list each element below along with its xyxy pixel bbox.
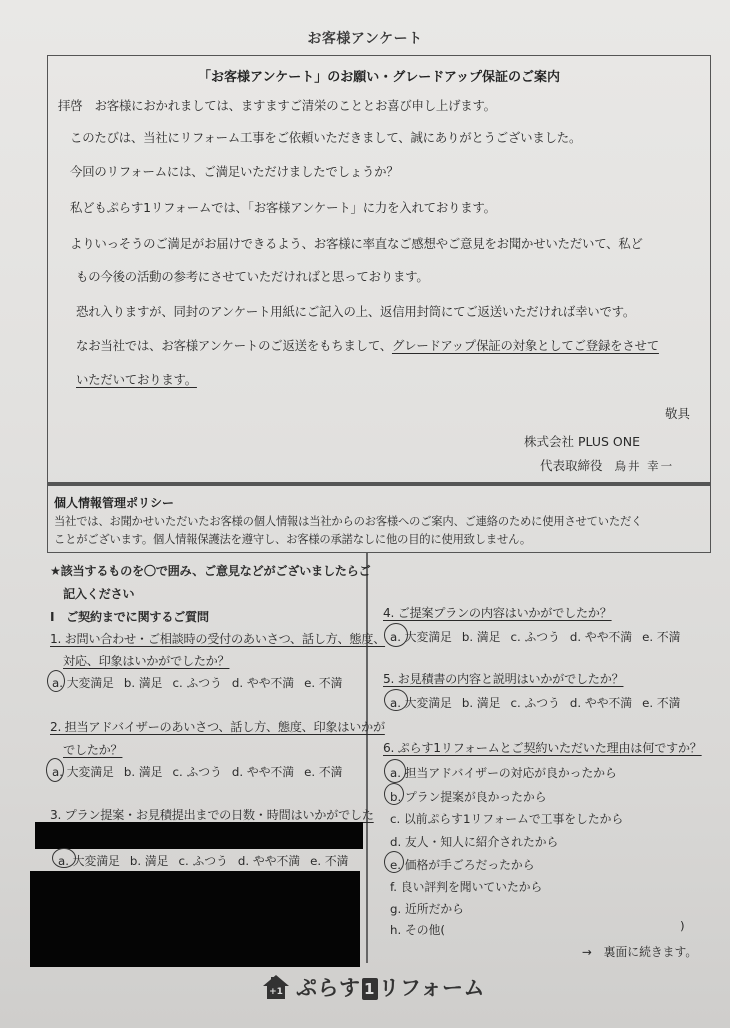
q6-reason-h[interactable]: h. その他( (390, 923, 445, 937)
letter-line-5: よりいっそうのご満足がお届けできるよう、お客様に率直なご感想やご意見をお聞かせいただいて、私ど (70, 236, 643, 251)
q4-option-d[interactable]: d. やや不満 (569, 630, 633, 644)
letter-line-4: 私どもぷらす1リフォームでは、「お客様アンケート」に力を入れております。 (70, 200, 496, 215)
q3-option-c[interactable]: c. ふつう (178, 854, 228, 868)
q4-option-b[interactable]: b. 満足 (461, 630, 501, 644)
q4-option-a[interactable]: a. 大変満足 (390, 628, 452, 645)
policy-line-1: 当社では、お聞かせいただいたお客様の個人情報は当社からのお客様へのご案内、ご連絡のために使用させていただく (54, 515, 643, 528)
q2-option-d[interactable]: d. やや不満 (231, 765, 295, 779)
q6-reason-a[interactable]: a. 担当アドバイザーの対応が良かったから (390, 764, 617, 781)
selected-circle-mark (384, 623, 408, 647)
q1-option-e[interactable]: e. 不満 (304, 676, 343, 690)
letter-greeting: 拝啓 お客様におかれましては、ますますご清栄のこととお喜び申し上げます。 (58, 98, 496, 113)
representative (540, 456, 674, 474)
q5-option-b[interactable]: b. 満足 (461, 696, 501, 710)
letter-heading: 「お客様アンケート」のお願い・グレードアップ保証のご案内 (198, 70, 560, 85)
question-6-title: 6. ぷらす1リフォームとご契約いただいた理由は何ですか？ (383, 741, 702, 755)
question-2-options (52, 763, 342, 780)
q6-reason-g[interactable]: g. 近所だから (390, 902, 464, 916)
letter-line-9: いただいております。 (76, 372, 197, 387)
q5-option-a[interactable]: a. 大変満足 (390, 694, 452, 711)
q3-option-a[interactable]: a. 大変満足 (58, 852, 120, 869)
selected-circle-mark (384, 689, 408, 711)
q3-option-b[interactable]: b. 満足 (129, 854, 169, 868)
letter-line-3: 今回のリフォームには、ご満足いただけましたでしょうか？ (70, 164, 399, 179)
q6-reason-f[interactable]: f. 良い評判を聞いていたから (390, 880, 543, 894)
selected-circle-mark (384, 783, 404, 805)
q2-option-c[interactable]: c. ふつう (172, 765, 222, 779)
selected-circle-mark (47, 670, 65, 692)
grade-up-guarantee-text: グレードアップ保証の対象としてご登録をさせて (391, 338, 659, 353)
policy-line-2: ことがございます。個人情報保護法を遵守し、お客様の承諾なしに他の目的に使用致しません。 (54, 533, 531, 546)
selected-circle-mark (52, 848, 76, 868)
q5-option-e[interactable]: e. 不満 (642, 696, 681, 710)
page-title: お客様アンケート (307, 31, 423, 47)
q3-option-d[interactable]: d. やや不満 (237, 854, 301, 868)
letter-line-6: もの今後の活動の参考にさせていただければと思っております。 (76, 269, 429, 284)
q4-option-e[interactable]: e. 不満 (642, 630, 681, 644)
q2-option-e[interactable]: e. 不満 (304, 765, 343, 779)
question-5-options (390, 694, 680, 711)
question-1-options (52, 674, 342, 691)
house-logo-icon (262, 974, 290, 1000)
selected-circle-mark (46, 758, 64, 782)
letter-line-8 (76, 336, 659, 354)
svg-text:+1: +1 (269, 987, 283, 997)
letter-line-8-prefix: なお当社では、お客様アンケートのご返送をもちまして、 (76, 338, 392, 353)
footer-logo (262, 972, 485, 1002)
question-4-options (390, 628, 680, 645)
question-2-line-1: 2. 担当アドバイザーのあいさつ、話し方、態度、印象はいかが (50, 720, 385, 734)
q6-reason-d[interactable]: d. 友人・知人に紹介されたから (390, 835, 559, 849)
letter-line-2: このたびは、当社にリフォーム工事をご依頼いただきまして、誠にありがとうございました。 (70, 130, 582, 145)
redaction-block (30, 871, 360, 967)
brand-one-badge: 1 (362, 978, 378, 1000)
q6-reason-e[interactable]: e. 価格が手ごろだったから (390, 856, 535, 873)
policy-title: 個人情報管理ポリシー (54, 496, 175, 510)
q6-other-close-paren: ) (680, 919, 685, 933)
question-1-line-2: 対応、印象はいかがでしたか？ (63, 654, 230, 668)
q4-option-c[interactable]: c. ふつう (510, 630, 560, 644)
question-4-title: 4. ご提案プランの内容はいかがでしたか？ (383, 606, 612, 620)
selected-circle-mark (384, 851, 404, 873)
question-3-options (58, 852, 348, 869)
q1-option-d[interactable]: d. やや不満 (231, 676, 295, 690)
selected-circle-mark (384, 759, 406, 783)
q1-option-a[interactable]: a. 大変満足 (52, 674, 114, 691)
brand-name: ぷらす 1 リフォーム (296, 976, 485, 1000)
question-2-line-2: でしたか？ (63, 743, 123, 757)
q3-option-e[interactable]: e. 不満 (310, 854, 349, 868)
company-name: 株式会社 PLUS ONE (524, 434, 640, 449)
question-5-title: 5. お見積書の内容と説明はいかがでしたか？ (383, 672, 624, 686)
representative-name: 鳥井 幸一 (614, 459, 675, 473)
q1-option-b[interactable]: b. 満足 (123, 676, 163, 690)
survey-instruction-1: ★該当するものを〇で囲み、ご意見などがございましたらご (50, 564, 371, 578)
q5-option-c[interactable]: c. ふつう (510, 696, 560, 710)
letter-line-7: 恐れ入りますが、同封のアンケート用紙にご記入の上、返信用封筒にてご返送いただければ幸いです。 (76, 304, 636, 319)
q1-option-c[interactable]: c. ふつう (172, 676, 222, 690)
representative-title: 代表取締役 (540, 458, 603, 473)
q5-option-d[interactable]: d. やや不満 (569, 696, 633, 710)
continue-on-back-note: → 裏面に続きます。 (582, 945, 698, 959)
q6-reason-c[interactable]: c. 以前ぷらす1リフォームで工事をしたから (390, 812, 624, 826)
question-1-line-1: 1. お問い合わせ・ご相談時の受付のあいさつ、話し方、態度、 (50, 632, 386, 646)
question-3-line-1: 3. プラン提案・お見積提出までの日数・時間はいかがでした (50, 808, 374, 822)
column-divider (366, 553, 368, 963)
q2-option-b[interactable]: b. 満足 (123, 765, 163, 779)
closing-keigu: 敬具 (664, 406, 690, 421)
q6-reason-b[interactable]: b. プラン提案が良かったから (390, 788, 547, 805)
redaction-bar (35, 822, 363, 849)
privacy-policy-box (47, 483, 711, 553)
letter-box (47, 55, 711, 483)
q2-option-a[interactable]: a. 大変満足 (52, 763, 114, 780)
section-1-title: Ⅰ ご契約までに関するご質問 (50, 610, 209, 624)
survey-instruction-2: 記入ください (63, 587, 135, 601)
